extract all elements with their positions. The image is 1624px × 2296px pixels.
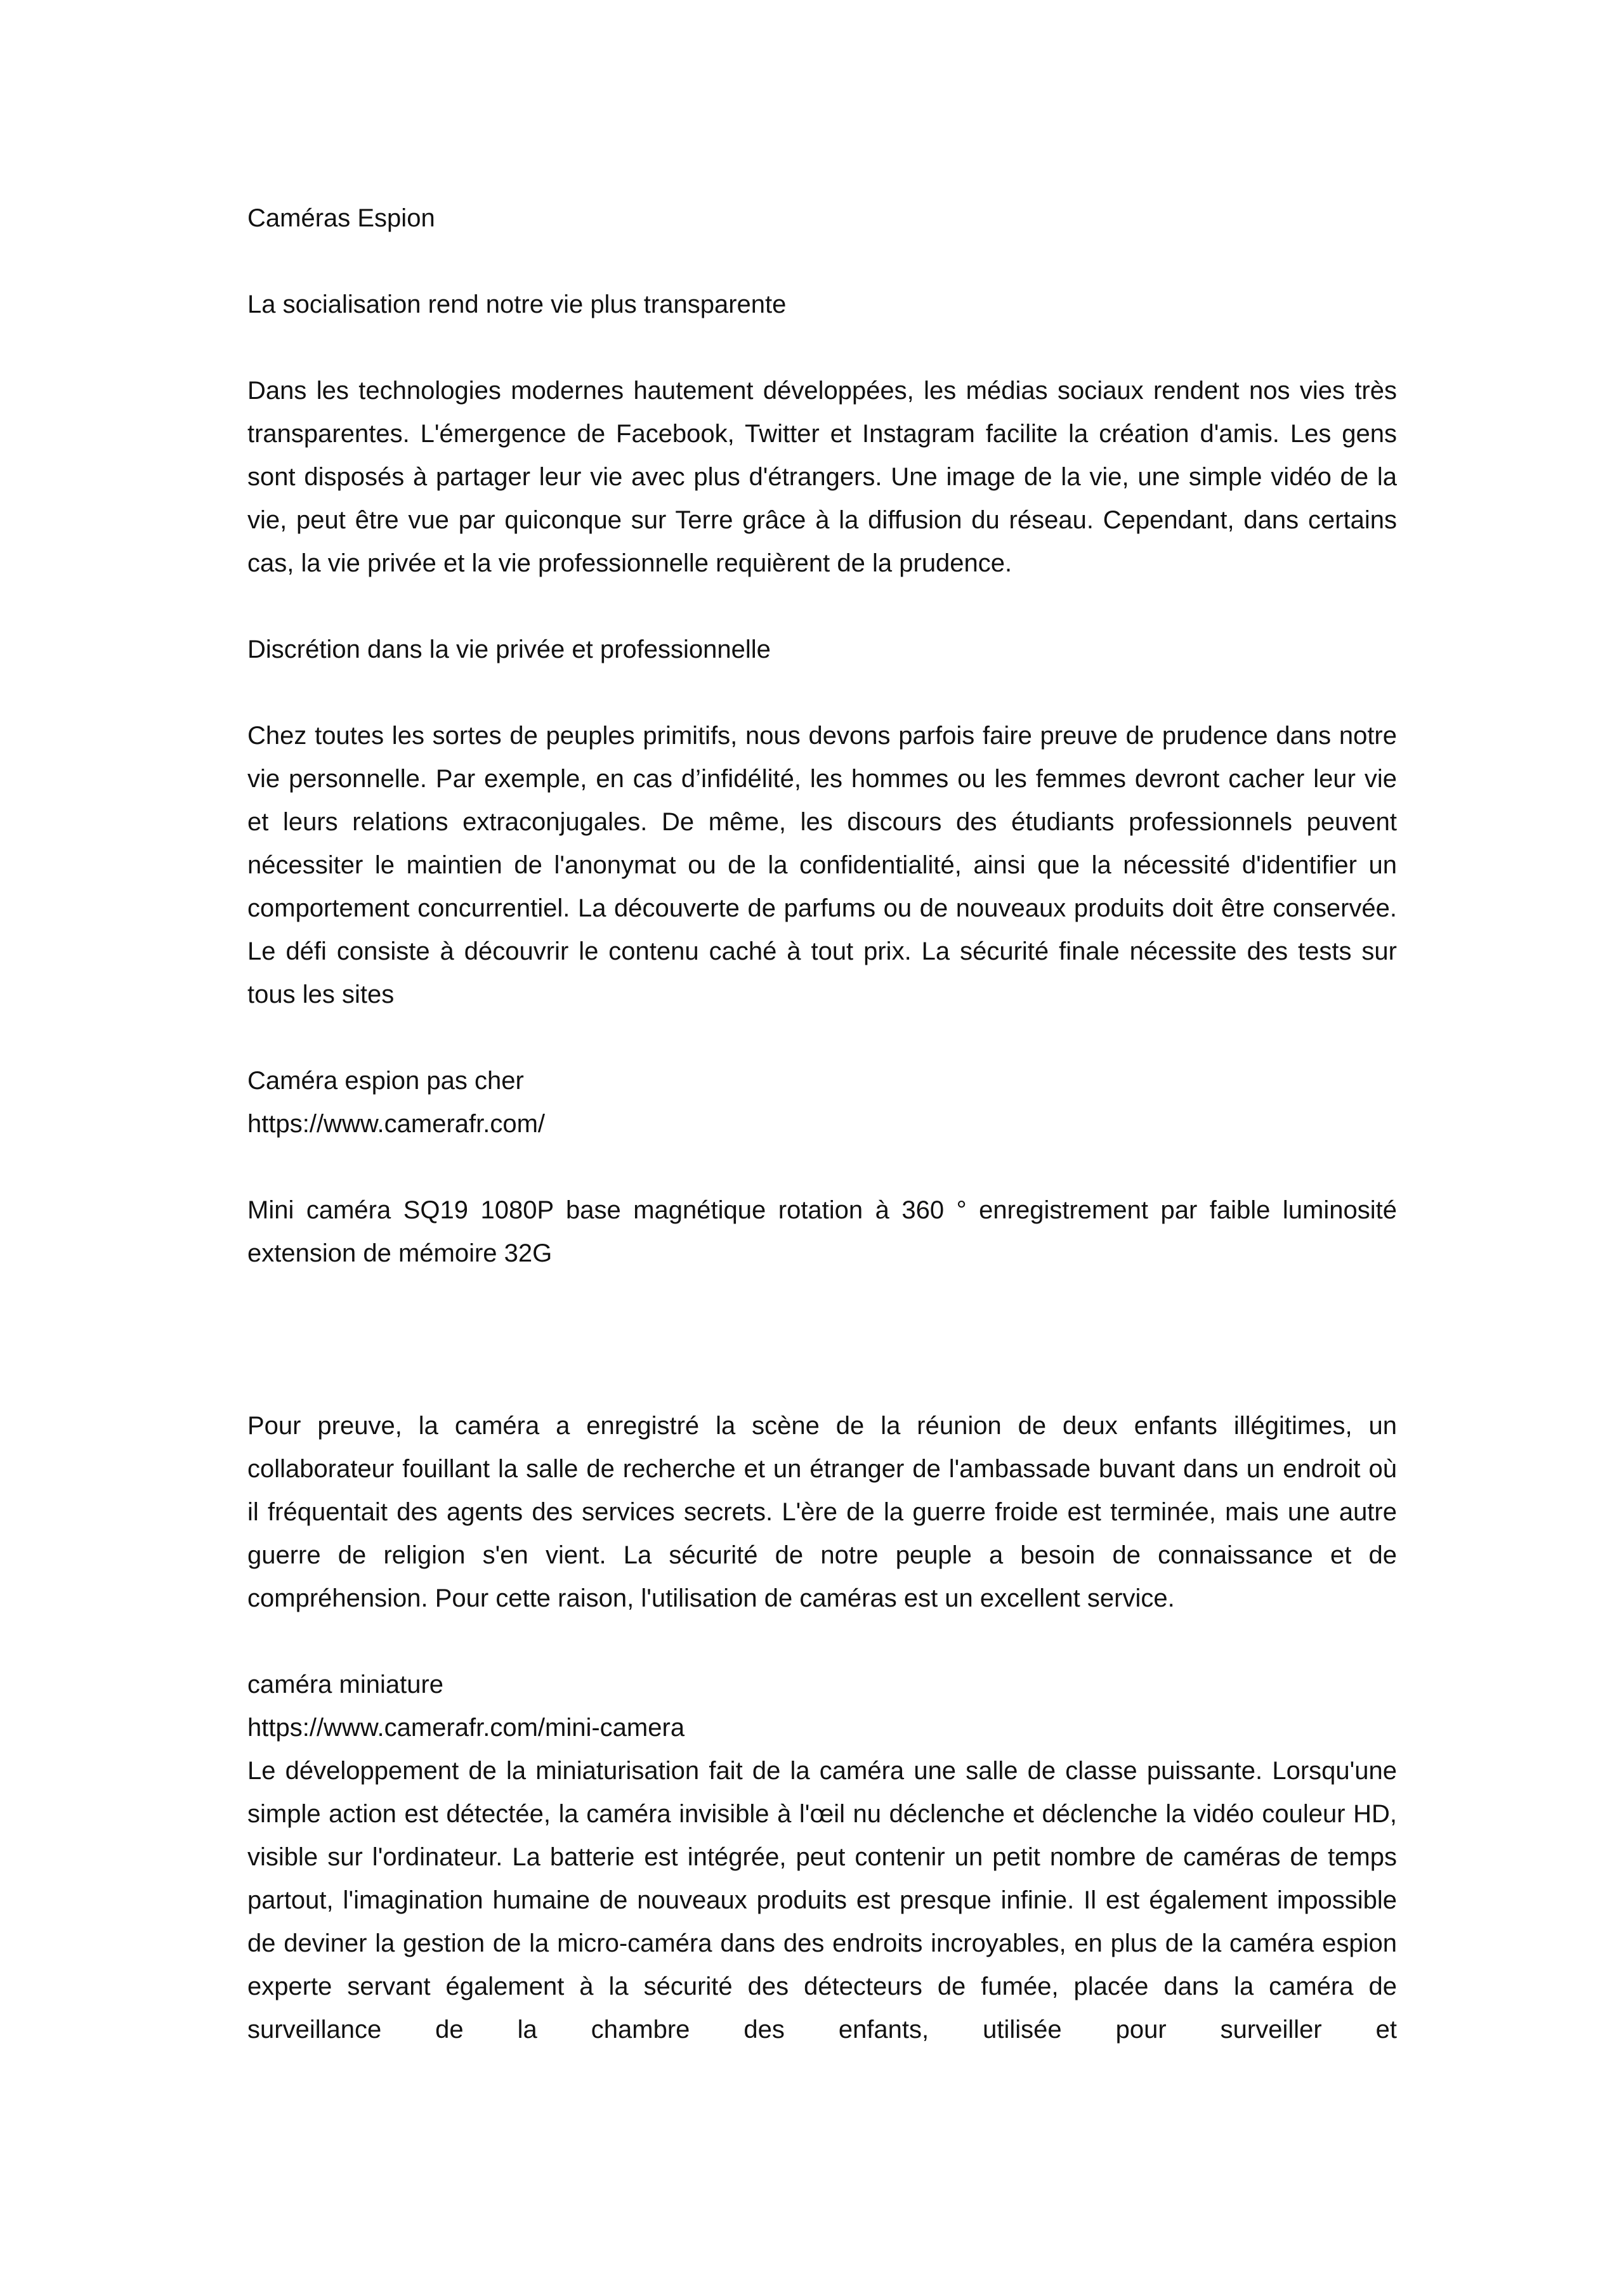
spacer	[247, 326, 1397, 369]
paragraph: Pour preuve, la caméra a enregistré la scène de la réunion de deux enfants illégitimes, un collaborateur fouillant la salle de recherche et un étranger de l'ambassade buvant dans un endroit où il fréquentait des agents des services secrets. L'ère de la guerre froide est terminée, mais une autre guerre de religion s'en vient. La sécurité de notre peuple a besoin de connaissance et de compréhension. Pour cette raison, l'utilisation de caméras est un excellent service.	[247, 1412, 1397, 1612]
document-title: Caméras Espion	[247, 204, 435, 232]
spacer	[247, 1275, 1397, 1404]
product-description: Mini caméra SQ19 1080P base magnétique rotation à 360 ° enregistrement par faible luminosité extension de mémoire 32G	[247, 1196, 1397, 1267]
link-url[interactable]: https://www.camerafr.com/	[247, 1110, 546, 1138]
paragraph: Dans les technologies modernes hautement développées, les médias sociaux rendent nos vies très transparentes. L'émergence de Facebook, Twitter et Instagram facilite la création d'amis. Les gens sont disposés à partager leur vie avec plus d'étrangers. Une image de la vie, une simple vidéo de la vie, peut être vue par quiconque sur Terre grâce à la diffusion du réseau. Cependant, dans certains cas, la vie privée et la vie professionnelle requièrent de la prudence.	[247, 377, 1397, 577]
spacer	[247, 1620, 1397, 1663]
section-heading: La socialisation rend notre vie plus transparente	[247, 290, 787, 318]
document-page	[247, 197, 1397, 2051]
paragraph: Chez toutes les sortes de peuples primitifs, nous devons parfois faire preuve de prudence dans notre vie personnelle. Par exemple, en cas d’infidélité, les hommes ou les femmes devront cacher leur vie et leurs relations extraconjugales. De même, les discours des étudiants professionnels peuvent nécessiter le maintien de l'anonymat ou de la confidentialité, ainsi que la nécessité d'identifier un comportement concurrentiel. La découverte de parfums ou de nouveaux produits doit être conservée. Le défi consiste à découvrir le contenu caché à tout prix. La sécurité finale nécessite des tests sur tous les sites	[247, 722, 1397, 1008]
spacer	[247, 1016, 1397, 1059]
link-url[interactable]: https://www.camerafr.com/mini-camera	[247, 1714, 685, 1742]
link-label: Caméra espion pas cher	[247, 1067, 524, 1095]
spacer	[247, 585, 1397, 628]
paragraph: Le développement de la miniaturisation fait de la caméra une salle de classe puissante. Lorsqu'une simple action est détectée, la caméra invisible à l'œil nu déclenche et déclenche la vidéo couleur HD, visible sur l'ordinateur. La batterie est intégrée, peut contenir un petit nombre de caméras de temps partout, l'imagination humaine de nouveaux produits est presque infinie. Il est également impossible de deviner la gestion de la micro-caméra dans des endroits incroyables, en plus de la caméra espion experte servant également à la sécurité des détecteurs de fumée, placée dans la caméra de surveillance de la chambre des enfants, utilisée pour surveiller et	[247, 1757, 1397, 2044]
spacer	[247, 1145, 1397, 1189]
link-label: caméra miniature	[247, 1671, 444, 1699]
section-heading: Discrétion dans la vie privée et professionnelle	[247, 636, 771, 663]
spacer	[247, 240, 1397, 283]
spacer	[247, 671, 1397, 714]
